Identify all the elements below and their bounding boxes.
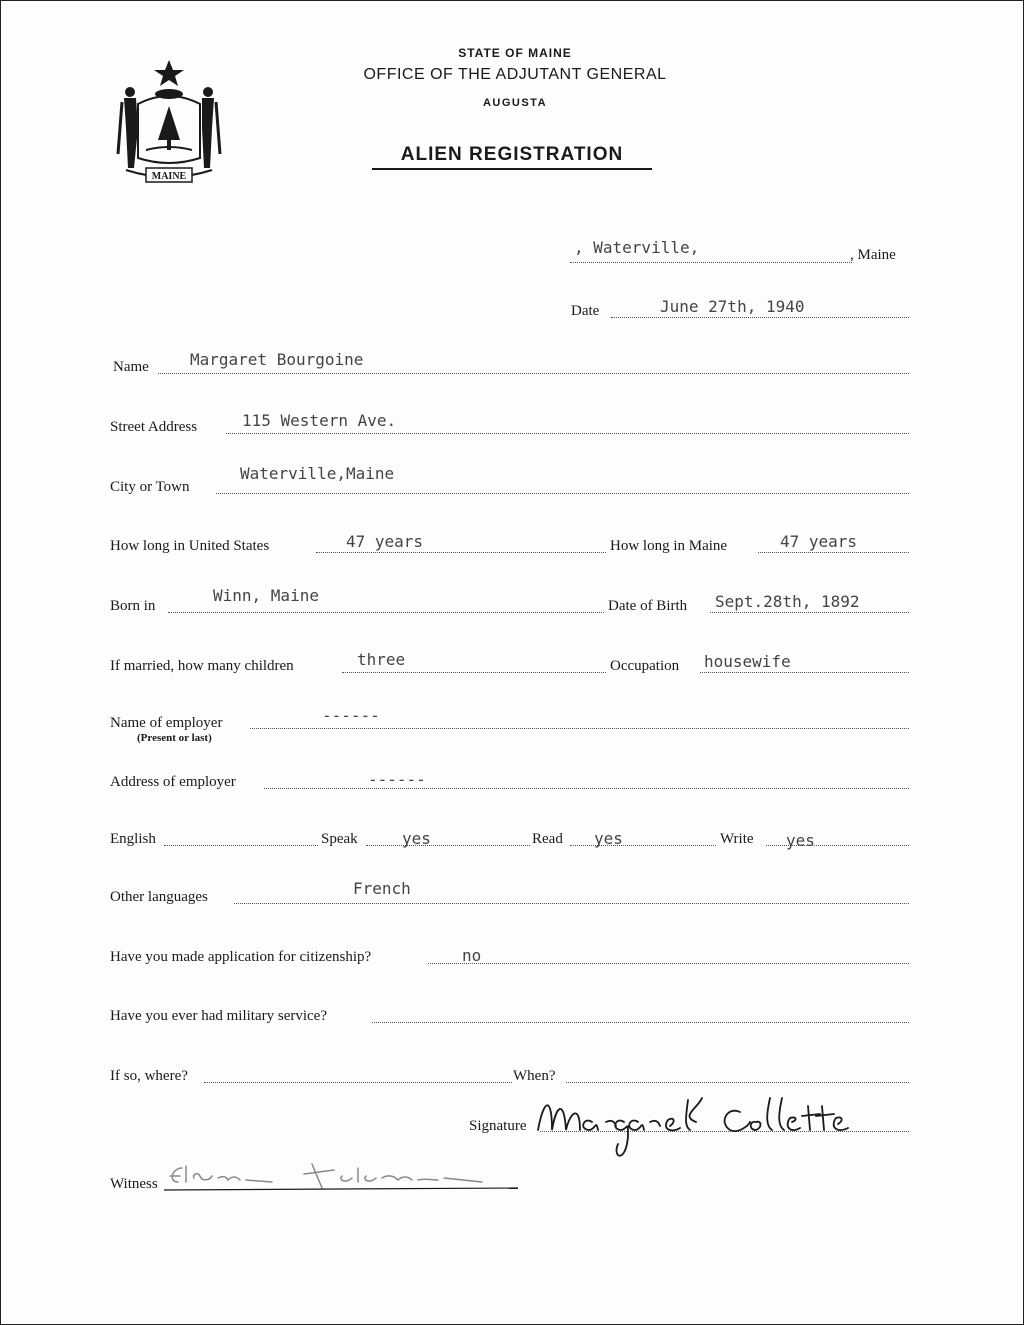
witness-signature-graphic xyxy=(162,1158,522,1198)
office-heading: OFFICE OF THE ADJUTANT GENERAL xyxy=(363,66,667,83)
occupation-value: housewife xyxy=(704,652,791,671)
signature-graphic xyxy=(530,1086,860,1166)
dob-line xyxy=(710,612,909,613)
place-line xyxy=(570,262,852,263)
other-languages-line xyxy=(234,903,909,904)
employer-address-label: Address of employer xyxy=(110,774,236,790)
children-line xyxy=(342,672,606,673)
us-duration-value: 47 years xyxy=(346,532,424,551)
other-languages-label: Other languages xyxy=(110,889,208,905)
witness-label: Witness xyxy=(110,1176,158,1192)
when-line xyxy=(566,1082,909,1083)
citizenship-line xyxy=(428,963,909,964)
employer-value: ------ xyxy=(322,706,380,725)
english-label: English xyxy=(110,831,156,847)
place-state-label: , Maine xyxy=(850,247,896,263)
write-label: Write xyxy=(720,831,754,847)
us-duration-label: How long in United States xyxy=(110,538,270,554)
city-line xyxy=(216,493,909,494)
dob-label: Date of Birth xyxy=(608,598,688,614)
employer-label: Name of employer xyxy=(110,715,223,731)
us-duration-line xyxy=(316,552,606,553)
seal-banner-text: MAINE xyxy=(151,171,187,182)
children-label: If married, how many children xyxy=(110,658,294,674)
name-label: Name xyxy=(113,359,149,375)
city-heading: AUGUSTA xyxy=(482,97,548,109)
maine-state-seal xyxy=(116,58,222,186)
where-line xyxy=(204,1082,512,1083)
dob-value: Sept.28th, 1892 xyxy=(715,592,860,611)
street-value: 115 Western Ave. xyxy=(242,411,397,430)
read-line xyxy=(570,845,716,846)
when-label: When? xyxy=(513,1068,556,1084)
born-label: Born in xyxy=(110,598,156,614)
name-value: Margaret Bourgoine xyxy=(190,350,364,369)
city-label: City or Town xyxy=(110,479,190,495)
city-value: Waterville,Maine xyxy=(240,464,395,483)
street-line xyxy=(226,433,909,434)
employer-sublabel: (Present or last) xyxy=(137,732,212,744)
date-label: Date xyxy=(571,303,600,319)
write-value: yes xyxy=(786,831,815,850)
read-label: Read xyxy=(532,831,563,847)
date-value: June 27th, 1940 xyxy=(660,297,805,316)
speak-label: Speak xyxy=(321,831,358,847)
employer-address-value: ------ xyxy=(368,770,426,789)
citizenship-value: no xyxy=(462,946,482,965)
occupation-label: Occupation xyxy=(610,658,680,674)
born-value: Winn, Maine xyxy=(213,586,319,605)
name-line xyxy=(158,373,909,374)
street-label: Street Address xyxy=(110,419,198,435)
signature-label: Signature xyxy=(469,1118,527,1134)
english-line xyxy=(164,845,318,846)
state-heading: STATE OF MAINE xyxy=(458,46,572,60)
born-line xyxy=(168,612,604,613)
maine-duration-value: 47 years xyxy=(780,532,858,551)
maine-duration-label: How long in Maine xyxy=(610,538,728,554)
military-label: Have you ever had military service? xyxy=(110,1008,327,1024)
read-value: yes xyxy=(594,829,623,848)
military-line xyxy=(372,1022,909,1023)
children-value: three xyxy=(357,650,406,669)
other-languages-value: French xyxy=(353,879,411,898)
occupation-line xyxy=(700,672,909,673)
employer-line xyxy=(250,728,909,729)
speak-line xyxy=(366,845,530,846)
employer-address-line xyxy=(264,788,909,789)
speak-value: yes xyxy=(402,829,431,848)
citizenship-label: Have you made application for citizenship? xyxy=(110,949,372,965)
date-line xyxy=(611,317,909,318)
maine-duration-line xyxy=(758,552,909,553)
place-value: , Waterville, xyxy=(574,238,700,257)
form-title: ALIEN REGISTRATION xyxy=(372,144,652,170)
where-label: If so, where? xyxy=(110,1068,188,1084)
